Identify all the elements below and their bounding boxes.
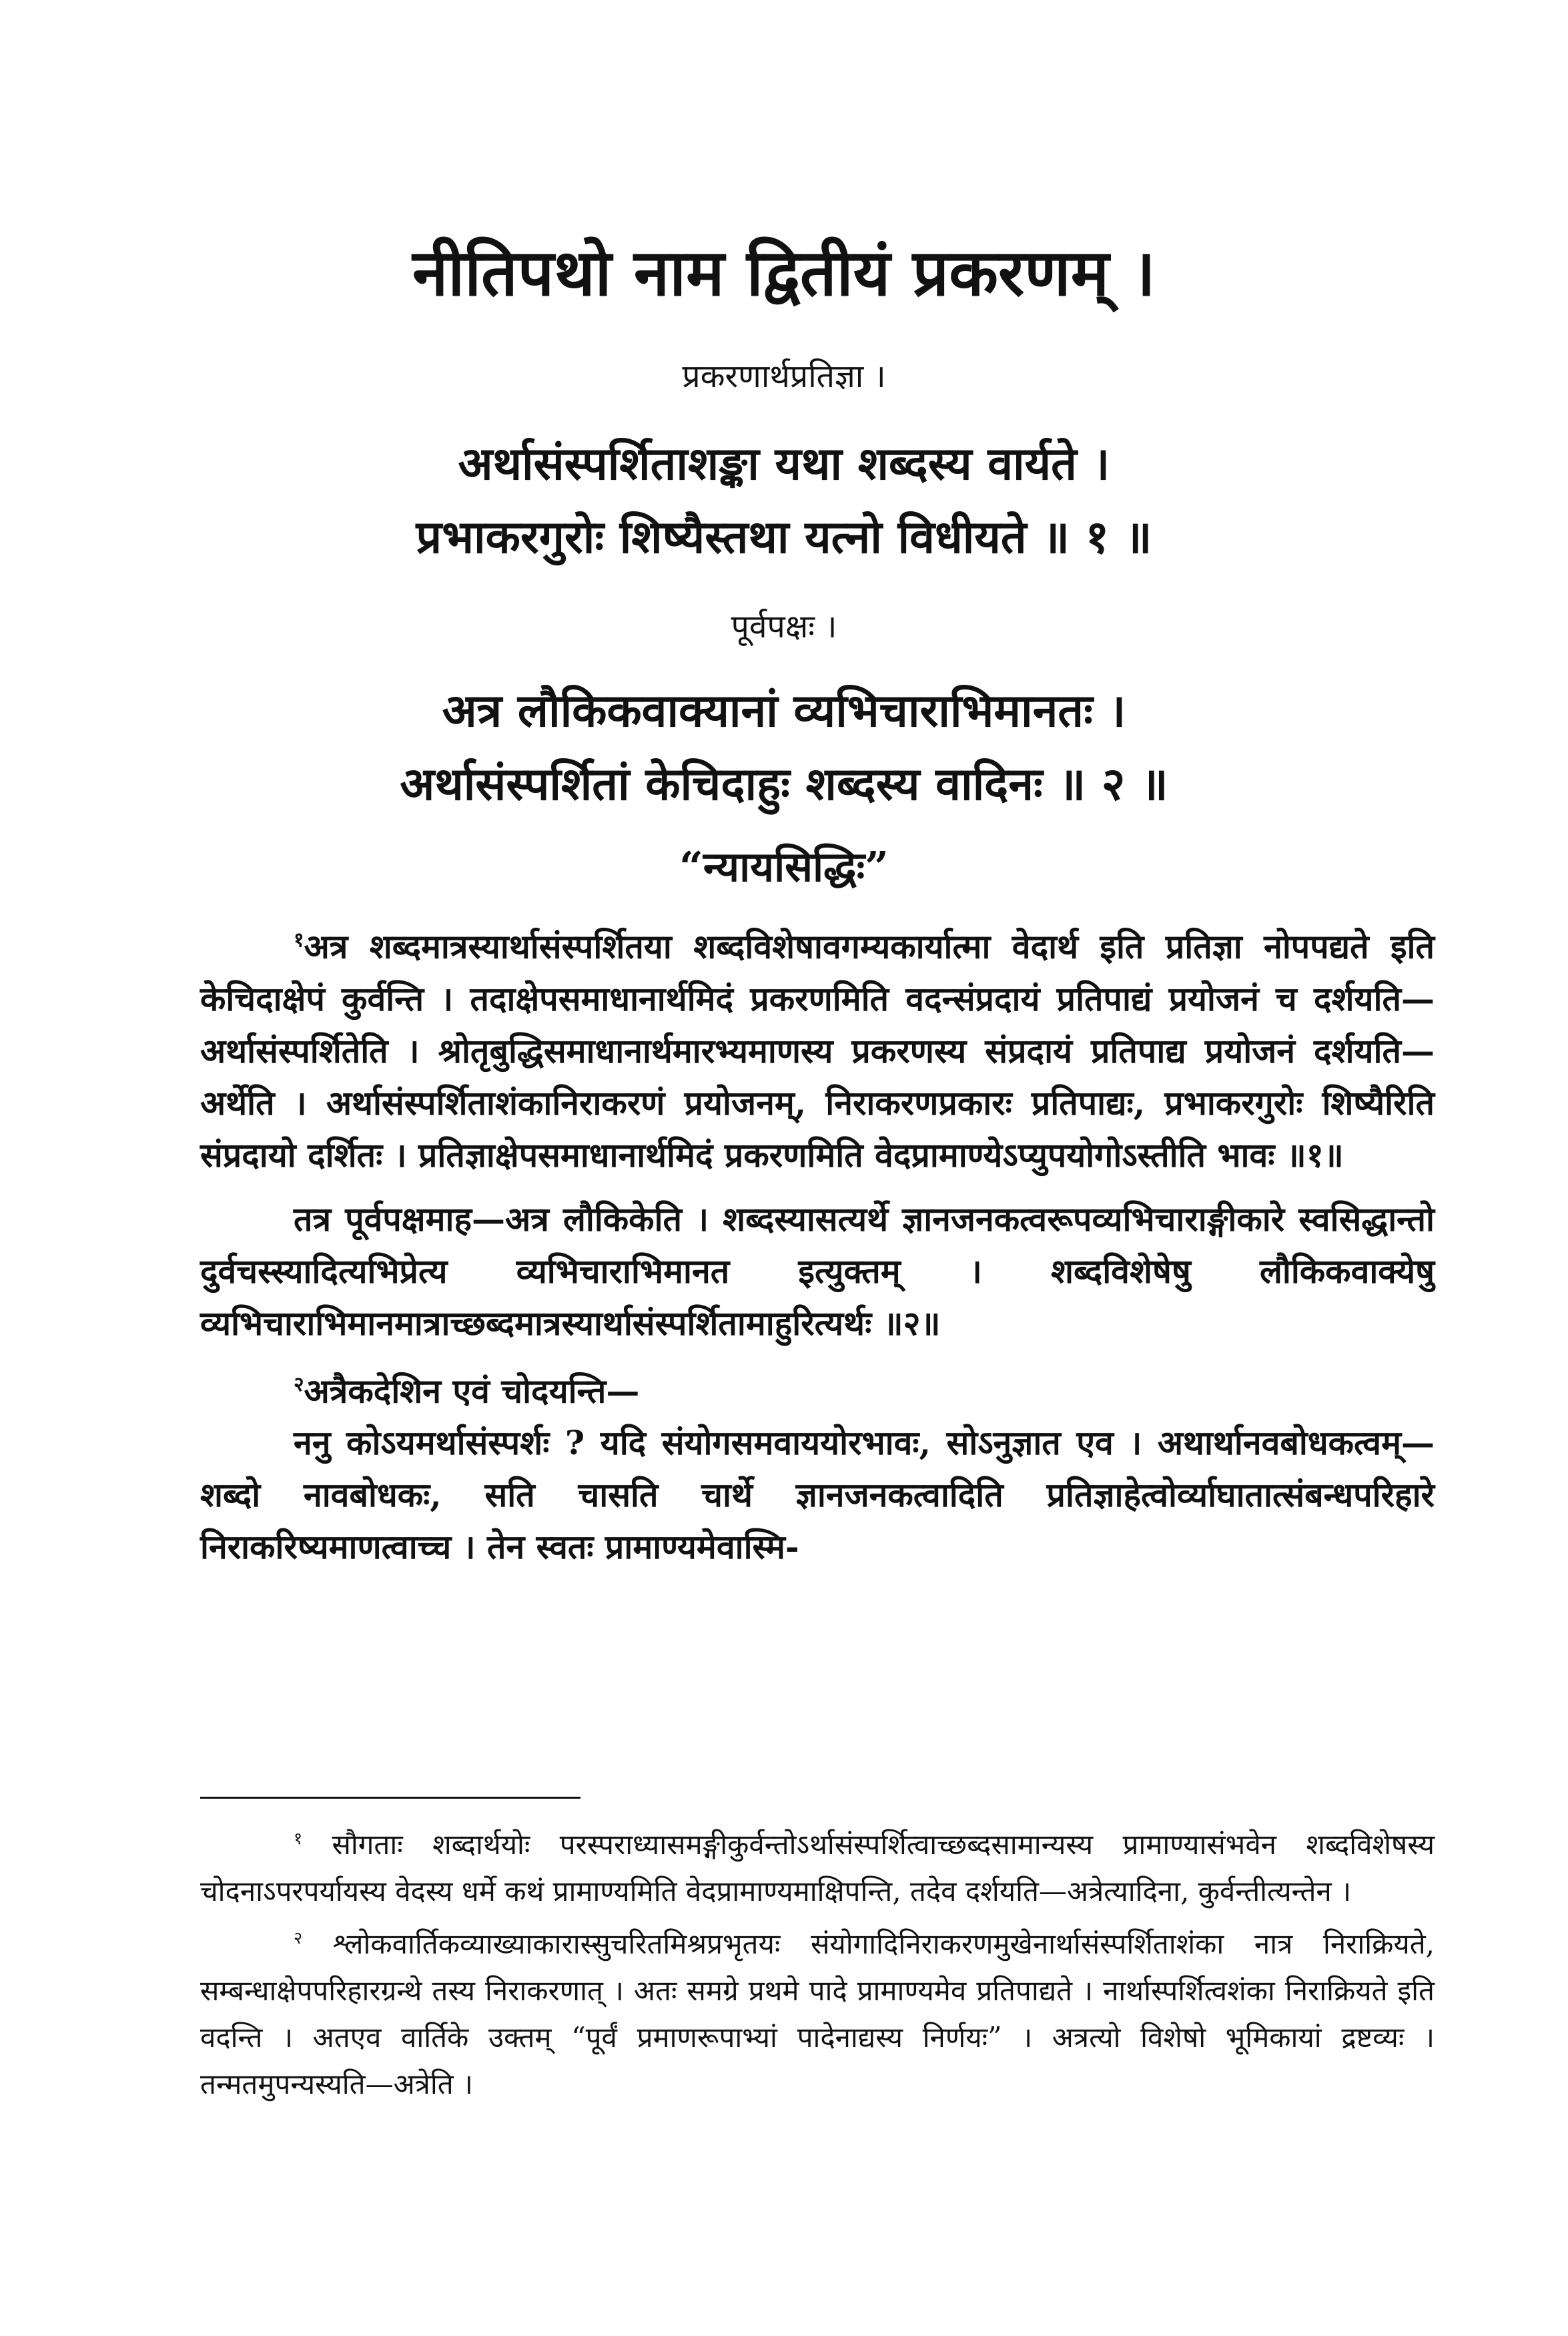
footnote-mark: १ — [294, 928, 304, 952]
footnote — [200, 1815, 1435, 1915]
subheading-pratijna: प्रकरणार्थप्रतिज्ञा । — [682, 358, 886, 395]
footnote-text: सौगताः शब्दार्थयोः परस्पराध्यासमङ्गीकुर्वन्तोऽर्थासंस्पर्शित्वाच्छब्दसामान्यस्य प्रामाण्यासंभवेन शब्दविशेषस्य चोदनाऽपरपर्यायस्य वेदस्य धर्मे कथं प्रामाण्यमिति वेदप्रामाण्यमाक्षिपन्ति, तदेव दर्शयति—अत्रेत्यादिना, कुर्वन्तीत्यन्तेन । — [200, 1828, 1435, 1908]
commentary-title: “न्यायसिद्धिः” — [679, 842, 889, 891]
chapter-title: नीतिपथो नाम द्वितीयं प्रकरणम् । — [412, 235, 1156, 310]
commentary-text: अत्रैकदेशिन एवं चोदयन्ति— — [304, 1371, 640, 1411]
verse-1 — [0, 427, 1568, 574]
verse-1-line-2: प्रभाकरगुरोः शिष्यैस्तथा यत्नो विधीयते ॥ १ ॥ — [416, 511, 1152, 564]
footnote-text: श्लोकवार्तिकव्याख्याकारास्सुचरितमिश्रप्रभृतयः संयोगादिनिराकरणमुखेनार्थासंस्पर्शिताशंका नात्र निराक्रियते, सम्बन्धाक्षेपपरिहारग्रन्थे तस्य निराकरणात् । अतः समग्रे प्रथमे पादे प्रामाण्यमेव प्रतिपाद्यते । नार्थास्पर्शित्वशंका निराक्रियते इति वदन्ति । अतएव वार्तिके उक्तम् “पूर्वं प्रमाणरूपाभ्यां पादेनाद्यस्य निर्णयः” । अत्रत्यो विशेषो भूमिकायां द्रष्टव्यः । तन्मतमुपन्यस्यति—अत्रेति । — [200, 1928, 1435, 2100]
commentary-text: ननु कोऽयमर्थासंस्पर्शः ? यदि संयोगसमवाययोरभावः, सोऽनुज्ञात एव । अथार्थानवबोधकत्वम्—शब्दो नावबोधकः, सति चासति चार्थे ज्ञानजनकत्वादिति प्रतिज्ञाहेत्वोर्व्याघातात्संबन्धपरिहारे निराकरिष्यमाणत्वाच्च । तेन स्वतः प्रामाण्यमेवास्मि- — [200, 1423, 1435, 1567]
footnotes — [200, 1815, 1435, 2108]
verse-1-line-1: अर्थासंस्पर्शिताशङ्का यथा शब्दस्य वार्यते । — [458, 437, 1110, 491]
subheading-purvapaksha: पूर्वपक्षः । — [731, 608, 837, 645]
verse-2-line-2: अर्थासंस्पर्शितां केचिदाहुः शब्दस्य वादिनः ॥ २ ॥ — [400, 758, 1168, 811]
footnote — [200, 1915, 1435, 2108]
footnote-divider — [200, 1797, 580, 1799]
commentary-paragraph — [200, 1417, 1435, 1573]
footnote-mark: १ — [294, 1829, 303, 1848]
verse-2 — [0, 674, 1568, 821]
footnote-mark: २ — [294, 1928, 303, 1948]
commentary-text: अत्र शब्दमात्रस्यार्थासंस्पर्शितया शब्दविशेषावगम्यकार्यात्मा वेदार्थ इति प्रतिज्ञा नोपपद्यते इति केचिदाक्षेपं कुर्वन्ति । तदाक्षेपसमाधानार्थमिदं प्रकरणमिति वदन्संप्रदायं प्रतिपाद्यं प्रयोजनं च दर्शयति—अर्थासंस्पर्शितेति । श्रोतृबुद्धिसमाधानार्थमारभ्यमाणस्य प्रकरणस्य संप्रदायं प्रतिपाद्य प्रयोजनं दर्शयति—अर्थेति । अर्थासंस्पर्शिताशंकानिराकरणं प्रयोजनम्, निराकरणप्रकारः प्रतिपाद्यः, प्रभाकरगुरोः शिष्यैरिति संप्रदायो दर्शितः । प्रतिज्ञाक्षेपसमाधानार्थमिदं प्रकरणमिति वेदप्रामाण्येऽप्युपयोगोऽस्तीति भावः ॥१॥ — [200, 926, 1435, 1175]
commentary-text: तत्र पूर्वपक्षमाह—अत्र लौकिकेति । शब्दस्यासत्यर्थे ज्ञानजनकत्वरूपव्यभिचाराङ्गीकारे स्वसिद्धान्तो दुर्वचस्स्यादित्यभिप्रेत्य व्यभिचाराभिमानत इत्युक्तम् । शब्दविशेषेषु लौकिकवाक्येषु व्यभिचाराभिमानमात्राच्छब्दमात्रस्यार्थासंस्पर्शितामाहुरित्यर्थः ॥२॥ — [200, 1199, 1435, 1343]
verse-2-line-1: अत्र लौकिकवाक्यानां व्यभिचाराभिमानतः । — [442, 684, 1126, 738]
commentary-paragraph — [200, 1359, 1435, 1418]
commentary-paragraph — [200, 1193, 1435, 1350]
commentary-body — [200, 914, 1435, 1573]
footnote-mark: २ — [294, 1372, 304, 1396]
commentary-paragraph — [200, 914, 1435, 1181]
